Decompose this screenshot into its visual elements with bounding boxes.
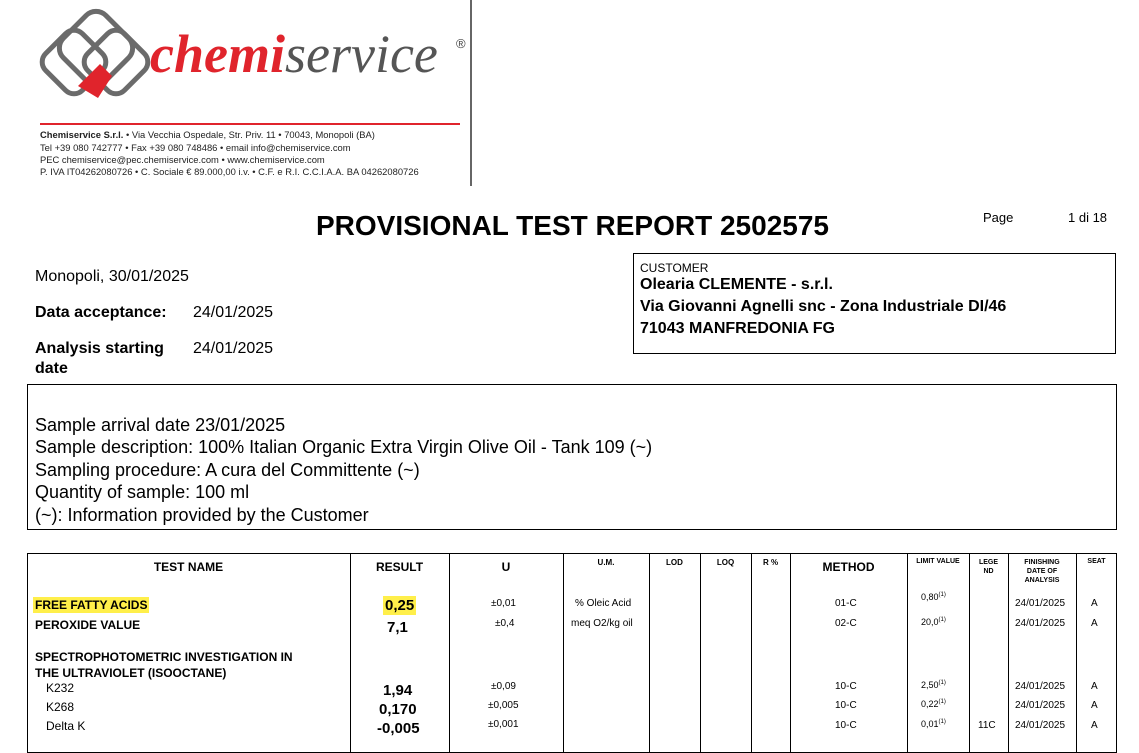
row-legend: 11C [978, 720, 996, 731]
customer-address: Via Giovanni Agnelli snc - Zona Industriale DI/46 [640, 298, 1007, 315]
acceptance-value: 24/01/2025 [193, 304, 274, 321]
header-um: U.M. [597, 558, 615, 567]
column-divider [969, 553, 970, 753]
acceptance-label: Data acceptance: [35, 304, 167, 321]
row-date: 24/01/2025 [1015, 681, 1066, 692]
column-divider [350, 553, 351, 753]
customer-info-note: (~): Information provided by the Customer [35, 505, 369, 525]
column-divider [649, 553, 650, 753]
row-limit: 0,80$^{(1)}$ [921, 592, 946, 602]
logo-wordmark: chemiservice [150, 24, 438, 84]
row-seat: A [1091, 681, 1098, 692]
registered-mark: ® [456, 36, 466, 51]
header-result: RESULT [375, 560, 424, 574]
row-seat: A [1091, 618, 1098, 629]
row-test-name: FREE FATTY ACIDS [35, 598, 148, 612]
address-line-4: P. IVA IT04262080726 • C. Sociale € 89.000,00 i.v. • C.F. e R.I. C.C.I.A.A. BA 04262080726 [40, 166, 419, 177]
row-date: 24/01/2025 [1015, 720, 1066, 731]
row-seat: A [1091, 700, 1098, 711]
row-method: 02-C [835, 618, 857, 629]
row-test-name: Delta K [46, 719, 86, 733]
row-method: 10-C [835, 681, 857, 692]
row-uncertainty: ±0,09 [491, 681, 516, 692]
row-date: 24/01/2025 [1015, 700, 1066, 711]
address-line-1: Chemiservice S.r.l. • Via Vecchia Ospedale, Str. Priv. 11 • 70043, Monopoli (BA) [40, 129, 375, 140]
row-method: 10-C [835, 720, 857, 731]
row-uncertainty: ±0,4 [495, 618, 515, 629]
row-test-name: K268 [46, 700, 75, 714]
row-date: 24/01/2025 [1015, 618, 1066, 629]
sampling-procedure: Sampling procedure: A cura del Committente (~) [35, 460, 420, 480]
row-unit: % Oleic Acid [575, 598, 632, 609]
row-result: 0,25 [385, 597, 415, 614]
column-divider [449, 553, 450, 753]
header-r: R % [762, 558, 779, 567]
row-uncertainty: ±0,001 [488, 719, 519, 730]
analysis-start-value: 24/01/2025 [193, 340, 274, 357]
row-date: 24/01/2025 [1015, 598, 1066, 609]
header-legend: LEGE ND [978, 559, 999, 575]
row-result: 1,94 [383, 682, 413, 699]
address-line-3: PEC chemiservice@pec.chemiservice.com • www.chemiservice.com [40, 154, 325, 165]
logo-emblem-icon [38, 8, 153, 113]
report-title: PROVISIONAL TEST REPORT 2502575 [316, 210, 829, 241]
header-lod: LOD [666, 558, 683, 567]
customer-name: Olearia CLEMENTE - s.r.l. [640, 276, 833, 293]
header-finishing-date: FINISHING DATE OF ANALYSIS [1024, 559, 1060, 584]
place-date: Monopoli, 30/01/2025 [35, 268, 189, 285]
column-divider [700, 553, 701, 753]
row-method: 10-C [835, 700, 857, 711]
row-seat: A [1091, 720, 1098, 731]
section-title: SPECTROPHOTOMETRIC INVESTIGATION IN THE ULTRAVIOLET (ISOOCTANE) [35, 650, 293, 680]
column-divider [563, 553, 564, 753]
row-limit: 20,0$^{(1)}$ [921, 617, 946, 627]
page-label: Page [983, 210, 1014, 225]
sample-description: Sample description: 100% Italian Organic Extra Virgin Olive Oil - Tank 109 (~) [35, 437, 653, 457]
header-loq: LOQ [716, 558, 735, 567]
row-limit: 0,01$^{(1)}$ [921, 719, 946, 729]
customer-label: CUSTOMER [640, 261, 709, 275]
row-result: -0,005 [377, 720, 420, 737]
header-seat: SEAT [1087, 558, 1106, 565]
page-number: 1 di 18 [1068, 210, 1108, 225]
analysis-start-label: Analysis starting date [35, 340, 164, 377]
column-divider [751, 553, 752, 753]
row-limit: 0,22$^{(1)}$ [921, 699, 946, 709]
row-test-name: K232 [46, 681, 75, 695]
header-test-name: TEST NAME [153, 560, 224, 574]
row-uncertainty: ±0,01 [491, 598, 516, 609]
sample-quantity: Quantity of sample: 100 ml [35, 482, 250, 502]
row-seat: A [1091, 598, 1098, 609]
letterhead-rule [40, 123, 460, 125]
row-result: 7,1 [387, 619, 408, 636]
letterhead-divider [470, 0, 472, 186]
header-limit: LIMIT VALUE [916, 558, 960, 565]
row-test-name: PEROXIDE VALUE [35, 618, 141, 632]
address-line-2: Tel +39 080 742777 • Fax +39 080 748486 • email info@chemiservice.com [40, 142, 351, 153]
column-divider [907, 553, 908, 753]
header-u: U [501, 560, 511, 574]
column-divider [1076, 553, 1077, 753]
row-method: 01-C [835, 598, 857, 609]
row-uncertainty: ±0,005 [488, 700, 519, 711]
customer-city: 71043 MANFREDONIA FG [640, 320, 835, 337]
sample-arrival: Sample arrival date 23/01/2025 [35, 415, 286, 435]
row-result: 0,170 [379, 701, 417, 718]
column-divider [790, 553, 791, 753]
header-method: METHOD [822, 560, 875, 574]
row-limit: 2,50$^{(1)}$ [921, 680, 946, 690]
row-unit: meq O2/kg oil [571, 618, 633, 629]
